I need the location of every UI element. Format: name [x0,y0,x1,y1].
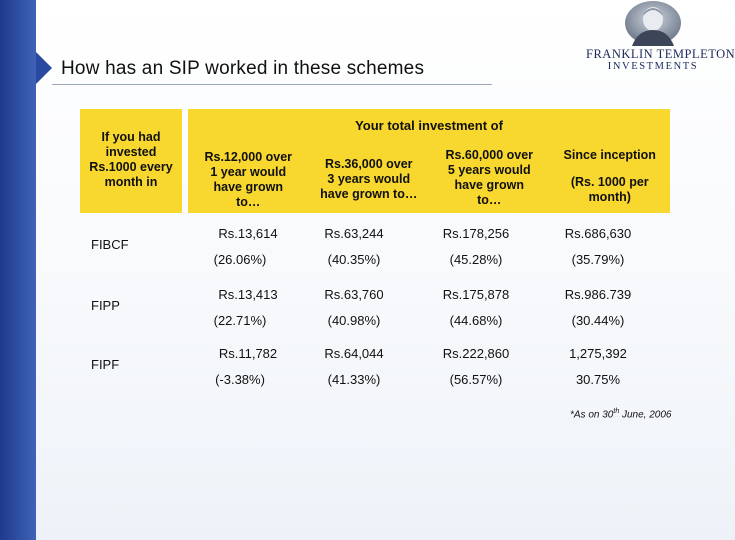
table-cell-value: Rs.64,044 [324,346,384,361]
column-header-1yr [188,142,309,213]
fund-label-fipp: FIPP [91,298,120,313]
left-accent-band [0,0,36,540]
left-header-line: month in [104,175,158,189]
footnote-superscript: th [613,408,620,415]
column-header-line: Rs.12,000 over [204,150,293,164]
column-header-5yr [429,142,550,213]
column-header-inception [550,142,671,213]
table-cell-value: Rs.11,782 [218,346,278,361]
left-header-line: invested [105,145,157,159]
column-header-line: have grown to… [320,187,418,201]
footnote-prefix: *As on 30 [570,409,614,421]
franklin-portrait-icon [618,0,688,46]
table-cell-return: (40.98%) [327,313,381,328]
table-cell-value: Rs.63,760 [324,287,384,302]
column-header-line: 3 years would [327,172,411,186]
table-cell-value: 1,275,392 [569,346,627,361]
table-cell-return: (30.44%) [571,313,625,328]
investment-header: Your total investment of [188,109,670,142]
footnote-suffix: June, 2006 [619,409,672,421]
column-headers [188,142,670,213]
title-arrow-icon [36,52,52,84]
column-header-line: Since inception [563,148,656,162]
column-header-line: Rs.60,000 over [445,148,534,162]
table-cell-return: (45.28%) [449,252,503,267]
table-cell-value: Rs.13,413 [218,287,278,302]
column-header-line: Rs.36,000 over [324,157,413,171]
table-cell-return: (35.79%) [571,252,625,267]
fund-label-fipf: FIPF [91,357,120,372]
column-header-3yr [309,142,430,213]
table-cell-return: (22.71%) [213,313,267,328]
franklin-templeton-logo [586,0,735,74]
left-header-line: Rs.1000 every [89,160,173,174]
column-header-line: have grown [454,178,524,192]
as-of-footnote [570,408,671,420]
table-cell-return: (-3.38%) [215,372,265,387]
table-cell-return: (41.33%) [327,372,381,387]
slide-title: How has an SIP worked in these schemes [61,58,425,79]
column-header-line: to… [477,193,502,207]
table-cell-return: (40.35%) [327,252,381,267]
column-header-line: have grown [213,180,283,194]
title-divider [52,84,492,85]
table-cell-value: Rs.63,244 [324,226,384,241]
table-cell-return: (26.06%) [213,252,267,267]
fund-label-fibcf: FIBCF [91,237,129,252]
column-header-line: to… [236,195,261,209]
left-header-line: If you had [101,130,161,144]
column-header-line: 1 year would [210,165,287,179]
table-cell-value: Rs.222,860 [442,346,510,361]
table-cell-return: 30.75% [575,372,621,387]
column-header-line: 5 years would [447,163,531,177]
table-cell-return: (44.68%) [449,313,503,328]
table-cell-value: Rs.686,630 [564,226,632,241]
table-cell-value: Rs.986.739 [564,287,632,302]
logo-line-1: FRANKLIN TEMPLETON [586,47,735,61]
table-cell-return: (56.57%) [449,372,503,387]
table-cell-value: Rs.13,614 [218,226,278,241]
left-header-cell [80,109,182,213]
table-cell-value: Rs.178,256 [442,226,510,241]
logo-line-2: INVESTMENTS [607,61,699,72]
table-cell-value: Rs.175,878 [442,287,510,302]
column-header-line: (Rs. 1000 per month) [570,175,649,204]
